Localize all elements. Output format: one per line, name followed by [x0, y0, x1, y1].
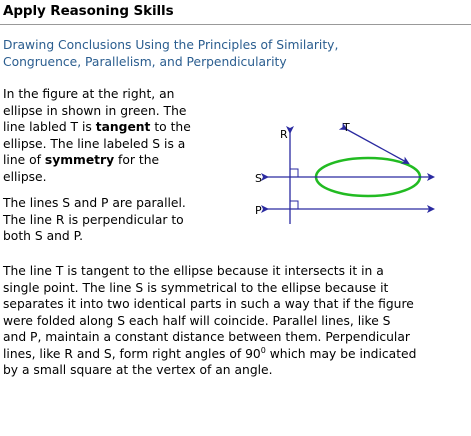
summary-line-5: and P, maintain a constant distance between them. Perpendicular: [3, 330, 410, 344]
intro-line-2: ellipse in shown in green. The: [3, 103, 187, 118]
parallel-line-3: both S and P.: [3, 229, 84, 243]
summary-line-4: were folded along S each half will coincide. Parallel lines, like S: [3, 313, 391, 328]
summary-line-6-pre: lines, like R and S, form right angles of 90: [3, 346, 261, 361]
intro-line-3-post: to the: [150, 120, 191, 134]
geometry-figure: [248, 118, 438, 226]
label-p: P: [255, 204, 262, 217]
intro-paragraph: [3, 86, 213, 185]
parallel-line-1: The lines S and P are parallel.: [3, 196, 186, 210]
page-title: Apply Reasoning Skills: [3, 3, 174, 19]
term-symmetry: symmetry: [44, 153, 115, 167]
right-angle-marker-p: [290, 201, 298, 209]
intro-line-6: ellipse.: [3, 169, 47, 184]
subtitle: [3, 37, 468, 71]
subtitle-line-2: Congruence, Parallelism, and Perpendicularity: [3, 55, 287, 69]
intro-line-5-post: for the: [114, 153, 160, 167]
intro-line-4: ellipse. The line labeled S is a: [3, 136, 186, 151]
term-tangent: tangent: [95, 120, 151, 134]
intro-line-3-pre: line labled T is: [3, 120, 96, 134]
parallel-line-2: The line R is perpendicular to: [3, 212, 184, 227]
degree-superscript: 0: [260, 345, 266, 355]
subtitle-line-1: Drawing Conclusions Using the Principles of Similarity,: [3, 38, 339, 52]
summary-line-1: The line T is tangent to the ellipse because it intersects it in a: [3, 264, 384, 278]
summary-line-3: separates it into two identical parts in such a way that if the figure: [3, 297, 414, 311]
label-r: R: [280, 128, 288, 141]
right-angle-marker-s: [290, 169, 298, 177]
summary-line-6: [3, 346, 469, 363]
intro-line-5-pre: line of: [3, 153, 45, 167]
title-divider: [0, 24, 471, 25]
parallel-paragraph: [3, 195, 218, 245]
summary-paragraph: [3, 263, 469, 379]
label-s: S: [255, 172, 262, 185]
label-t: T: [343, 121, 350, 134]
intro-line-5: [3, 152, 213, 169]
summary-line-2: single point. The line S is symmetrical to the ellipse because it: [3, 280, 389, 295]
summary-line-6-post: which may be indicated: [265, 346, 417, 361]
summary-line-7: by a small square at the vertex of an angle.: [3, 363, 273, 377]
intro-line-3: [3, 119, 213, 136]
intro-line-1: In the figure at the right, an: [3, 87, 175, 101]
